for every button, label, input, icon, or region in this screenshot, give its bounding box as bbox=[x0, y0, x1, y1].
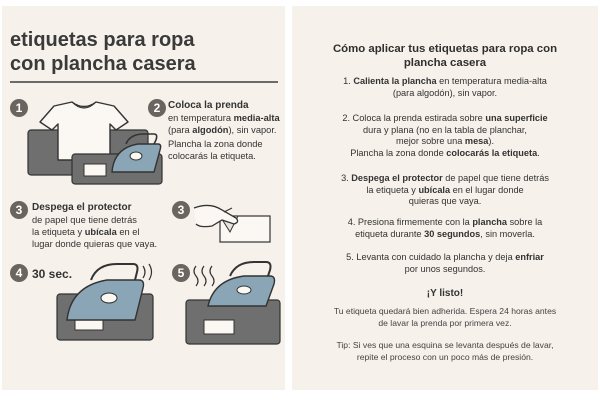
iron-pressing-illustration bbox=[57, 258, 157, 343]
step-2-text: Coloca la prenda en temperatura media-alta (para algodón), sin vapor. Plancha la zona donde colocarás la etiqueta. bbox=[168, 100, 280, 161]
page-title: etiquetas para ropa con plancha casera bbox=[10, 29, 196, 75]
instructions-text-panel bbox=[292, 6, 598, 390]
step-3-text: Despega el protector de papel que tiene detrás la etiqueta y ubícala en el lugar donde quieras que vaya. bbox=[32, 202, 158, 249]
tip-note: Tip: Si ves que una esquina se levanta después de lavar, repite el proceso con un poco más de presión. bbox=[336, 340, 554, 362]
iron-lifting-illustration bbox=[174, 262, 284, 346]
instruction-step-5: 5. Levanta con cuidado la plancha y deja enfriar por unos segundos. bbox=[346, 252, 544, 274]
step-3-badge: 3 bbox=[10, 201, 28, 219]
instruction-step-1: 1. Calienta la plancha en temperatura media-alta (para algodón), sin vapor. bbox=[343, 76, 547, 98]
step-2-badge: 2 bbox=[148, 99, 166, 117]
care-note: Tu etiqueta quedará bien adherida. Espera 24 horas antes de lavar la prenda por primera vez. bbox=[333, 306, 557, 328]
instruction-step-3: 3. Despega el protector de papel que tiene detrás la etiqueta y ubícala en el lugar donde quieras que vaya. bbox=[341, 173, 549, 207]
peeling-label-illustration bbox=[192, 198, 282, 248]
step-5-badge: 5 bbox=[172, 264, 190, 282]
step-4-badge: 4 bbox=[10, 264, 28, 282]
instructions-illustrated-panel bbox=[2, 6, 285, 390]
timer-label: 30 sec. bbox=[32, 267, 73, 281]
step-1-badge: 1 bbox=[10, 99, 28, 117]
iron-on-board-illustration bbox=[72, 134, 162, 184]
done-heading: ¡Y listo! bbox=[426, 288, 464, 299]
step-3b-badge: 3 bbox=[172, 201, 190, 219]
instruction-step-4: 4. Presiona firmemente con la plancha sobre la etiqueta durante 30 segundos, sin moverla. bbox=[347, 217, 543, 239]
instruction-step-2: 2. Coloca la prenda estirada sobre una superficie dura y plana (no en la tabla de planchar, mejor sobre una mesa). Plancha la zona donde colocarás la etiqueta. bbox=[342, 113, 548, 158]
title-divider bbox=[10, 81, 278, 83]
instructions-title: Cómo aplicar tus etiquetas para ropa con plancha casera bbox=[332, 43, 558, 69]
